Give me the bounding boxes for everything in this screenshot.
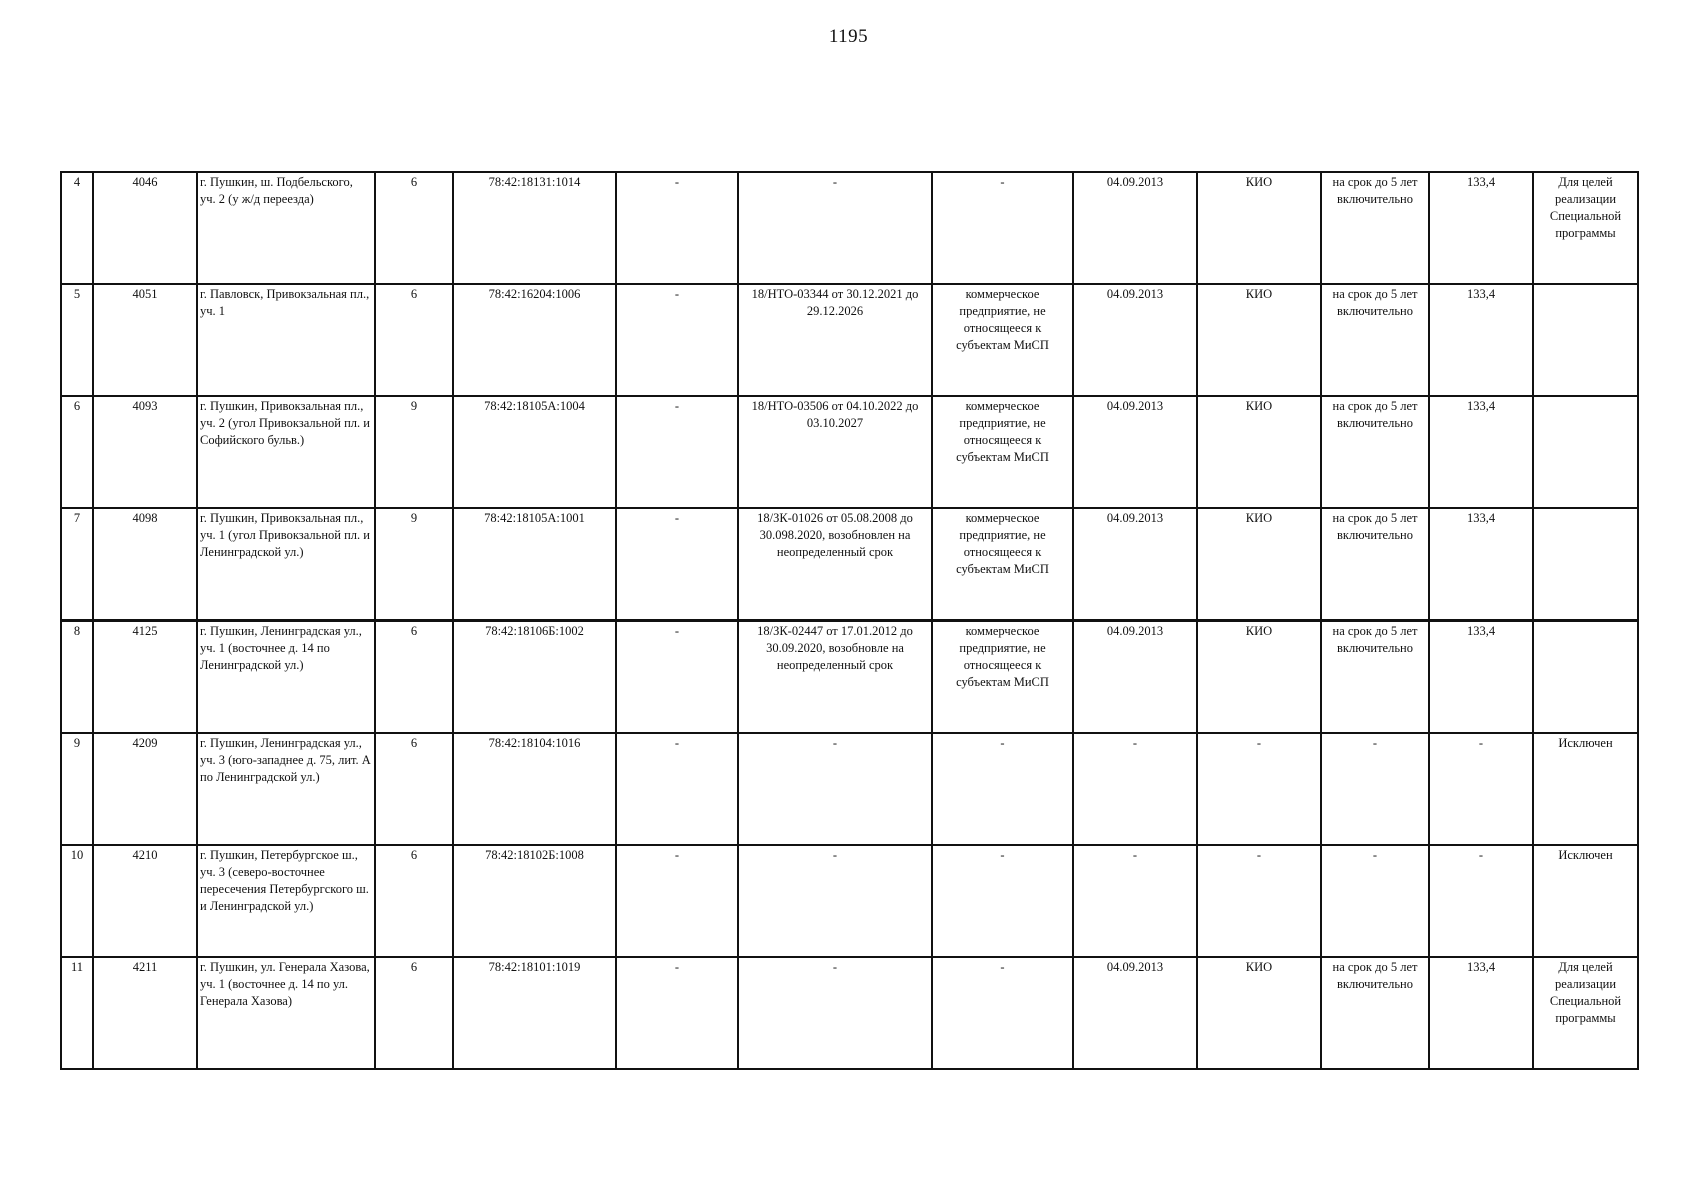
note-cell: Исключен xyxy=(1533,733,1638,845)
contract-cell: - xyxy=(738,172,932,284)
tenant-cell: коммерческое предприятие, не относящееся к субъектам МиСП xyxy=(932,284,1073,396)
cadastral-number-cell: 78:42:18101:1019 xyxy=(453,957,616,1069)
address-cell: г. Пушкин, Ленинградская ул., уч. 3 (юго-западнее д. 75, лит. А по Ленинградской ул.) xyxy=(197,733,375,845)
inclusion-date-cell: - xyxy=(1073,733,1197,845)
cadastral-number-cell: 78:42:18105А:1001 xyxy=(453,508,616,621)
inclusion-date-cell: 04.09.2013 xyxy=(1073,957,1197,1069)
area-cell: 6 xyxy=(375,172,453,284)
object-id-cell: 4211 xyxy=(93,957,197,1069)
term-cell: на срок до 5 лет включительно xyxy=(1321,621,1429,734)
tenant-cell: коммерческое предприятие, не относящееся к субъектам МиСП xyxy=(932,621,1073,734)
rate-cell: - xyxy=(1429,845,1533,957)
table-row xyxy=(61,621,1638,734)
tenant-cell: коммерческое предприятие, не относящееся к субъектам МиСП xyxy=(932,508,1073,621)
object-id-cell: 4051 xyxy=(93,284,197,396)
column-6-cell: - xyxy=(616,845,738,957)
inclusion-date-cell: 04.09.2013 xyxy=(1073,508,1197,621)
area-cell: 9 xyxy=(375,396,453,508)
row-number-cell: 8 xyxy=(61,621,93,734)
area-cell: 6 xyxy=(375,284,453,396)
table-row xyxy=(61,845,1638,957)
object-id-cell: 4046 xyxy=(93,172,197,284)
contract-cell: - xyxy=(738,957,932,1069)
table-row xyxy=(61,957,1638,1069)
contract-cell: - xyxy=(738,845,932,957)
object-id-cell: 4125 xyxy=(93,621,197,734)
contract-cell: - xyxy=(738,733,932,845)
tenant-cell: - xyxy=(932,733,1073,845)
note-cell xyxy=(1533,508,1638,621)
term-cell: - xyxy=(1321,845,1429,957)
rate-cell: 133,4 xyxy=(1429,172,1533,284)
address-cell: г. Пушкин, Петербургское ш., уч. 3 (северо-восточнее пересечения Петербургского ш. и Ленинградской ул.) xyxy=(197,845,375,957)
column-6-cell: - xyxy=(616,957,738,1069)
cadastral-number-cell: 78:42:18102Б:1008 xyxy=(453,845,616,957)
page-number: 1195 xyxy=(828,26,869,47)
note-cell: Для целей реализации Специальной программы xyxy=(1533,957,1638,1069)
organization-cell: - xyxy=(1197,733,1321,845)
note-cell xyxy=(1533,284,1638,396)
row-number-cell: 7 xyxy=(61,508,93,621)
area-cell: 6 xyxy=(375,957,453,1069)
rate-cell: 133,4 xyxy=(1429,396,1533,508)
term-cell: на срок до 5 лет включительно xyxy=(1321,957,1429,1069)
note-cell: Исключен xyxy=(1533,845,1638,957)
address-cell: г. Пушкин, ул. Генерала Хазова, уч. 1 (восточнее д. 14 по ул. Генерала Хазова) xyxy=(197,957,375,1069)
note-cell: Для целей реализации Специальной программы xyxy=(1533,172,1638,284)
area-cell: 6 xyxy=(375,733,453,845)
table-row xyxy=(61,284,1638,396)
term-cell: на срок до 5 лет включительно xyxy=(1321,284,1429,396)
object-id-cell: 4098 xyxy=(93,508,197,621)
area-cell: 6 xyxy=(375,621,453,734)
inclusion-date-cell: 04.09.2013 xyxy=(1073,621,1197,734)
row-number-cell: 5 xyxy=(61,284,93,396)
contract-cell: 18/ЗК-02447 от 17.01.2012 до 30.09.2020, возобновле на неопределенный срок xyxy=(738,621,932,734)
cadastral-number-cell: 78:42:18105А:1004 xyxy=(453,396,616,508)
table-row xyxy=(61,508,1638,621)
table-row xyxy=(61,733,1638,845)
column-6-cell: - xyxy=(616,733,738,845)
cadastral-number-cell: 78:42:16204:1006 xyxy=(453,284,616,396)
area-cell: 9 xyxy=(375,508,453,621)
row-number-cell: 6 xyxy=(61,396,93,508)
tenant-cell: - xyxy=(932,957,1073,1069)
tenant-cell: - xyxy=(932,845,1073,957)
organization-cell: КИО xyxy=(1197,172,1321,284)
inclusion-date-cell: 04.09.2013 xyxy=(1073,172,1197,284)
row-number-cell: 4 xyxy=(61,172,93,284)
contract-cell: 18/ЗК-01026 от 05.08.2008 до 30.098.2020, возобновлен на неопределенный срок xyxy=(738,508,932,621)
object-id-cell: 4210 xyxy=(93,845,197,957)
organization-cell: - xyxy=(1197,845,1321,957)
object-id-cell: 4209 xyxy=(93,733,197,845)
rate-cell: 133,4 xyxy=(1429,508,1533,621)
column-6-cell: - xyxy=(616,172,738,284)
contract-cell: 18/НТО-03344 от 30.12.2021 до 29.12.2026 xyxy=(738,284,932,396)
table-row xyxy=(61,396,1638,508)
term-cell: - xyxy=(1321,733,1429,845)
address-cell: г. Пушкин, Привокзальная пл., уч. 2 (угол Привокзальной пл. и Софийского бульв.) xyxy=(197,396,375,508)
organization-cell: КИО xyxy=(1197,957,1321,1069)
organization-cell: КИО xyxy=(1197,284,1321,396)
row-number-cell: 10 xyxy=(61,845,93,957)
rate-cell: 133,4 xyxy=(1429,284,1533,396)
row-number-cell: 9 xyxy=(61,733,93,845)
address-cell: г. Пушкин, ш. Подбельского, уч. 2 (у ж/д переезда) xyxy=(197,172,375,284)
column-6-cell: - xyxy=(616,621,738,734)
organization-cell: КИО xyxy=(1197,396,1321,508)
note-cell xyxy=(1533,396,1638,508)
address-cell: г. Павловск, Привокзальная пл., уч. 1 xyxy=(197,284,375,396)
contract-cell: 18/НТО-03506 от 04.10.2022 до 03.10.2027 xyxy=(738,396,932,508)
rate-cell: 133,4 xyxy=(1429,957,1533,1069)
organization-cell: КИО xyxy=(1197,508,1321,621)
tenant-cell: - xyxy=(932,172,1073,284)
organization-cell: КИО xyxy=(1197,621,1321,734)
tenant-cell: коммерческое предприятие, не относящееся к субъектам МиСП xyxy=(932,396,1073,508)
table-row xyxy=(61,172,1638,284)
cadastral-number-cell: 78:42:18104:1016 xyxy=(453,733,616,845)
object-id-cell: 4093 xyxy=(93,396,197,508)
column-6-cell: - xyxy=(616,508,738,621)
cadastral-number-cell: 78:42:18131:1014 xyxy=(453,172,616,284)
inclusion-date-cell: 04.09.2013 xyxy=(1073,284,1197,396)
registry-table xyxy=(60,171,1639,1070)
column-6-cell: - xyxy=(616,396,738,508)
cadastral-number-cell: 78:42:18106Б:1002 xyxy=(453,621,616,734)
area-cell: 6 xyxy=(375,845,453,957)
row-number-cell: 11 xyxy=(61,957,93,1069)
note-cell xyxy=(1533,621,1638,734)
rate-cell: 133,4 xyxy=(1429,621,1533,734)
term-cell: на срок до 5 лет включительно xyxy=(1321,396,1429,508)
column-6-cell: - xyxy=(616,284,738,396)
inclusion-date-cell: - xyxy=(1073,845,1197,957)
term-cell: на срок до 5 лет включительно xyxy=(1321,508,1429,621)
term-cell: на срок до 5 лет включительно xyxy=(1321,172,1429,284)
address-cell: г. Пушкин, Ленинградская ул., уч. 1 (восточнее д. 14 по Ленинградской ул.) xyxy=(197,621,375,734)
inclusion-date-cell: 04.09.2013 xyxy=(1073,396,1197,508)
rate-cell: - xyxy=(1429,733,1533,845)
address-cell: г. Пушкин, Привокзальная пл., уч. 1 (угол Привокзальной пл. и Ленинградской ул.) xyxy=(197,508,375,621)
